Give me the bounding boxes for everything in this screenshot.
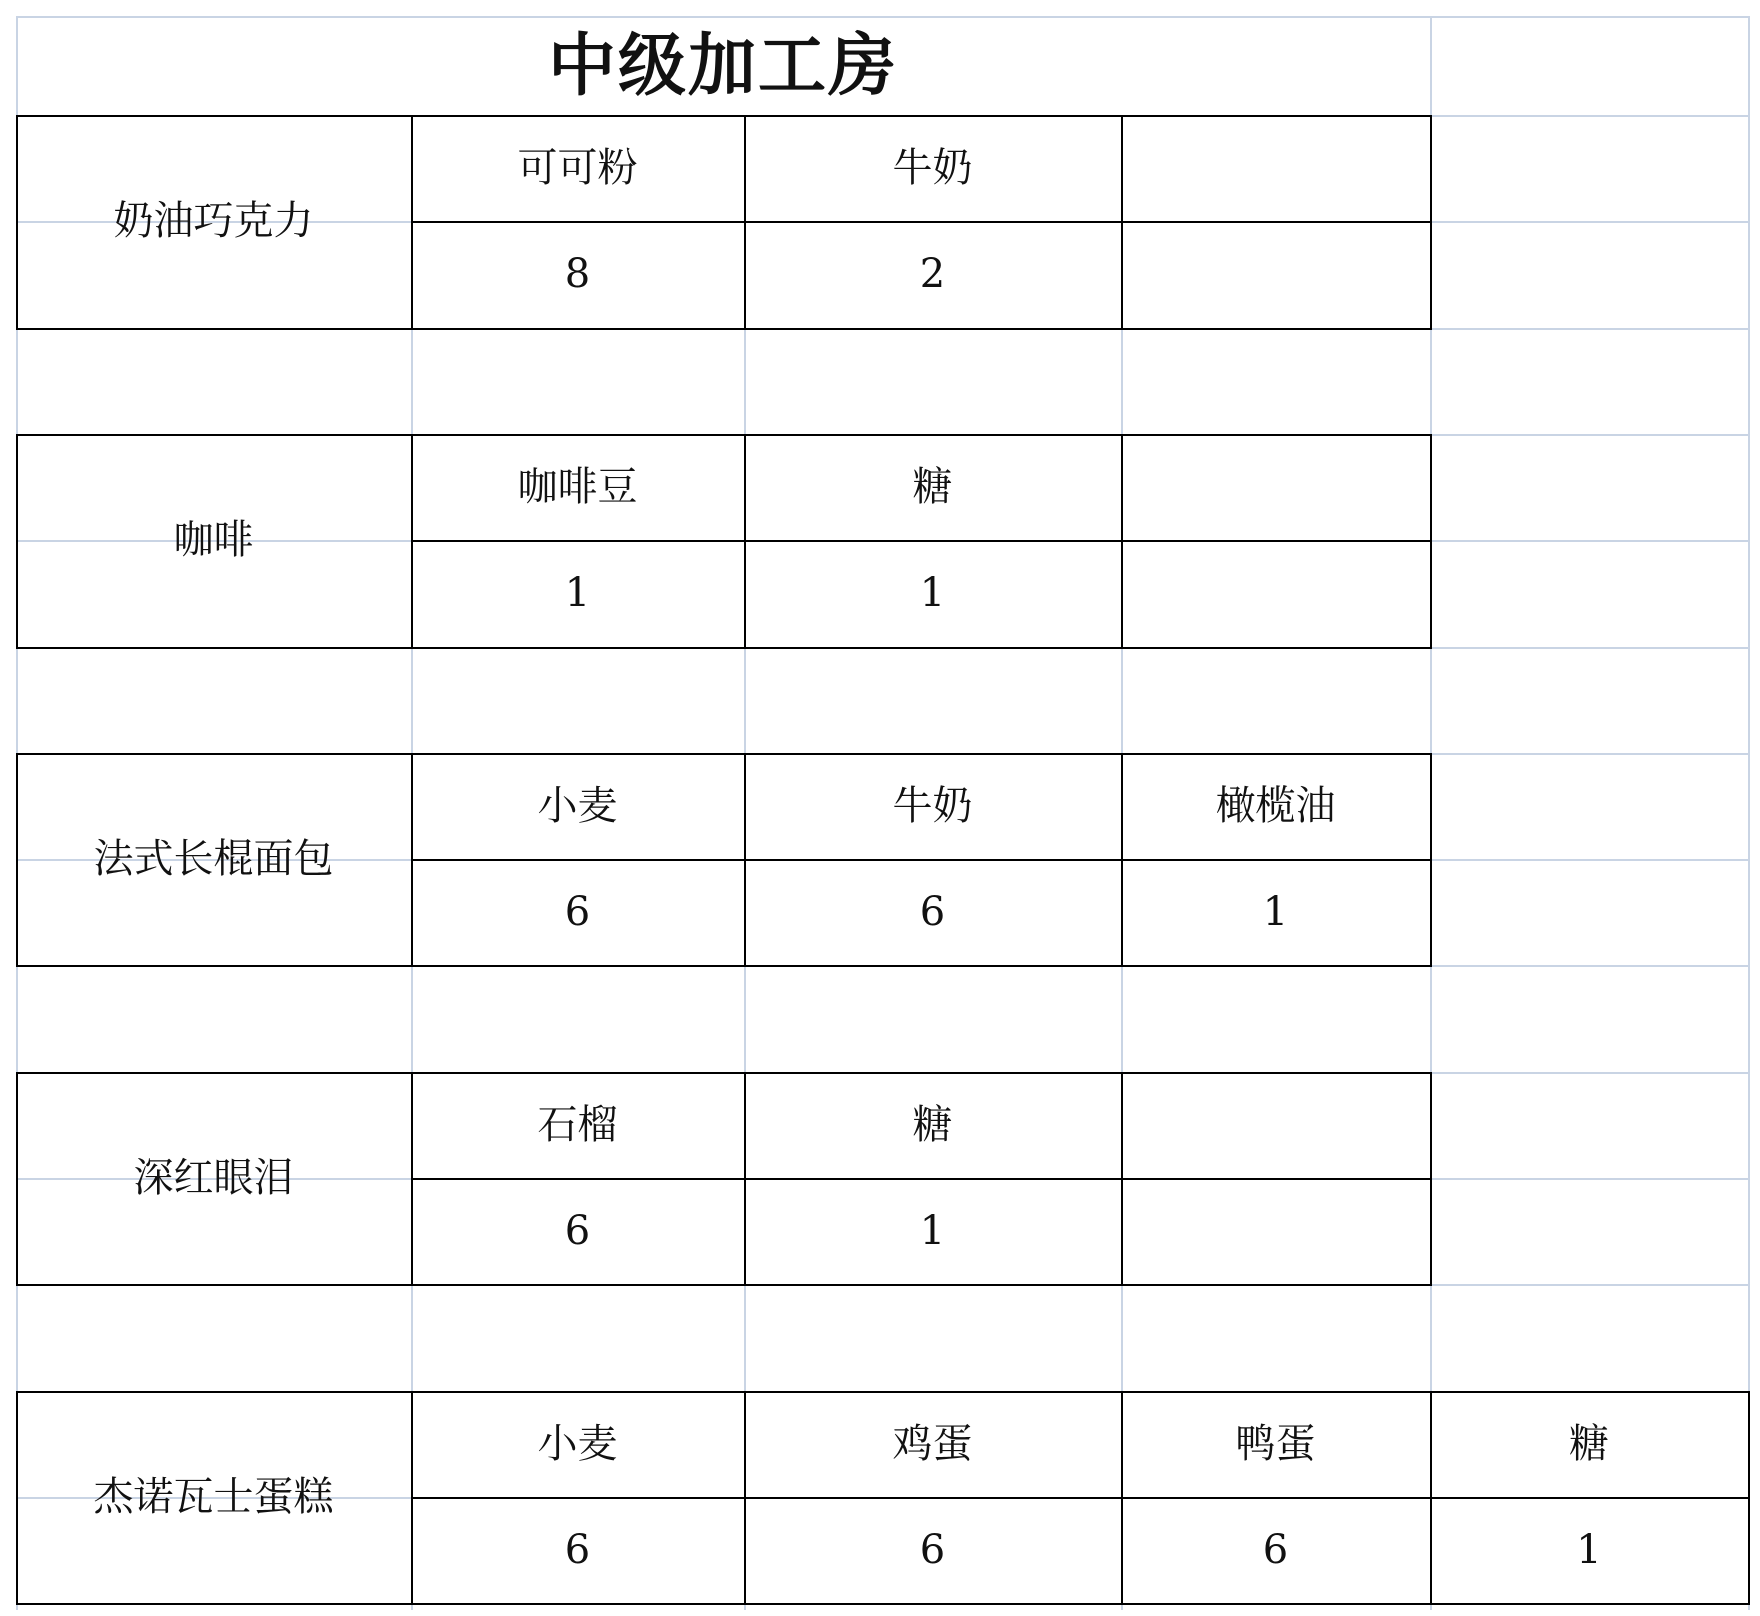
quantity-cell: 6: [919, 889, 946, 936]
ingredient-cell: 糖: [1569, 1420, 1609, 1467]
ingredient-cell: 小麦: [537, 782, 618, 829]
ingredient-cell: [1121, 115, 1430, 221]
quantity-cell: [1121, 1178, 1430, 1284]
quantity-cell: 6: [564, 889, 591, 936]
recipe-name: 奶油巧克力: [113, 198, 314, 245]
recipe-name: 法式长棍面包: [93, 836, 334, 883]
ingredient-cell: [1121, 1072, 1430, 1178]
quantity-cell: 1: [919, 1208, 946, 1254]
quantity-cell: 1: [564, 570, 591, 617]
ingredient-cell: 可可粉: [517, 145, 638, 191]
quantity-cell: 6: [564, 1526, 591, 1573]
ingredient-cell: 鸡蛋: [892, 1420, 973, 1467]
page-title: 中级加工房: [547, 25, 898, 106]
quantity-cell: 6: [919, 1526, 946, 1573]
ingredient-cell: 橄榄油: [1215, 782, 1336, 829]
gridline-h: [16, 16, 1748, 18]
recipe-border-bottom: [16, 328, 1432, 330]
quantity-cell: 1: [919, 570, 946, 617]
ingredient-cell: 糖: [912, 1101, 953, 1148]
ingredient-cell: 咖啡豆: [517, 463, 638, 510]
ingredient-cell: [1121, 434, 1430, 540]
ingredient-cell: 小麦: [537, 1420, 618, 1467]
quantity-cell: 6: [1262, 1526, 1289, 1573]
ingredient-cell: 牛奶: [892, 782, 973, 829]
recipe-name: 咖啡: [173, 517, 254, 564]
recipe-name: 深红眼泪: [133, 1154, 294, 1201]
ingredient-cell: 鸭蛋: [1235, 1420, 1316, 1467]
ingredient-cell: 石榴: [537, 1101, 618, 1148]
quantity-cell: 8: [564, 251, 591, 298]
ingredient-cell: 牛奶: [892, 145, 973, 191]
recipe-border-bottom: [16, 647, 1432, 649]
quantity-cell: 1: [1262, 889, 1289, 936]
quantity-cell: 1: [1576, 1526, 1602, 1573]
recipe-border-bottom: [16, 965, 1432, 967]
quantity-cell: [1121, 540, 1430, 646]
recipe-name: 杰诺瓦士蛋糕: [93, 1473, 334, 1520]
ingredient-cell: 糖: [912, 463, 953, 510]
quantity-cell: 6: [564, 1208, 591, 1254]
gridline-v: [1748, 16, 1750, 1610]
recipe-border-bottom: [16, 1603, 1750, 1605]
quantity-cell: [1121, 221, 1430, 327]
quantity-cell: 2: [919, 251, 946, 298]
recipe-border-bottom: [16, 1284, 1432, 1286]
